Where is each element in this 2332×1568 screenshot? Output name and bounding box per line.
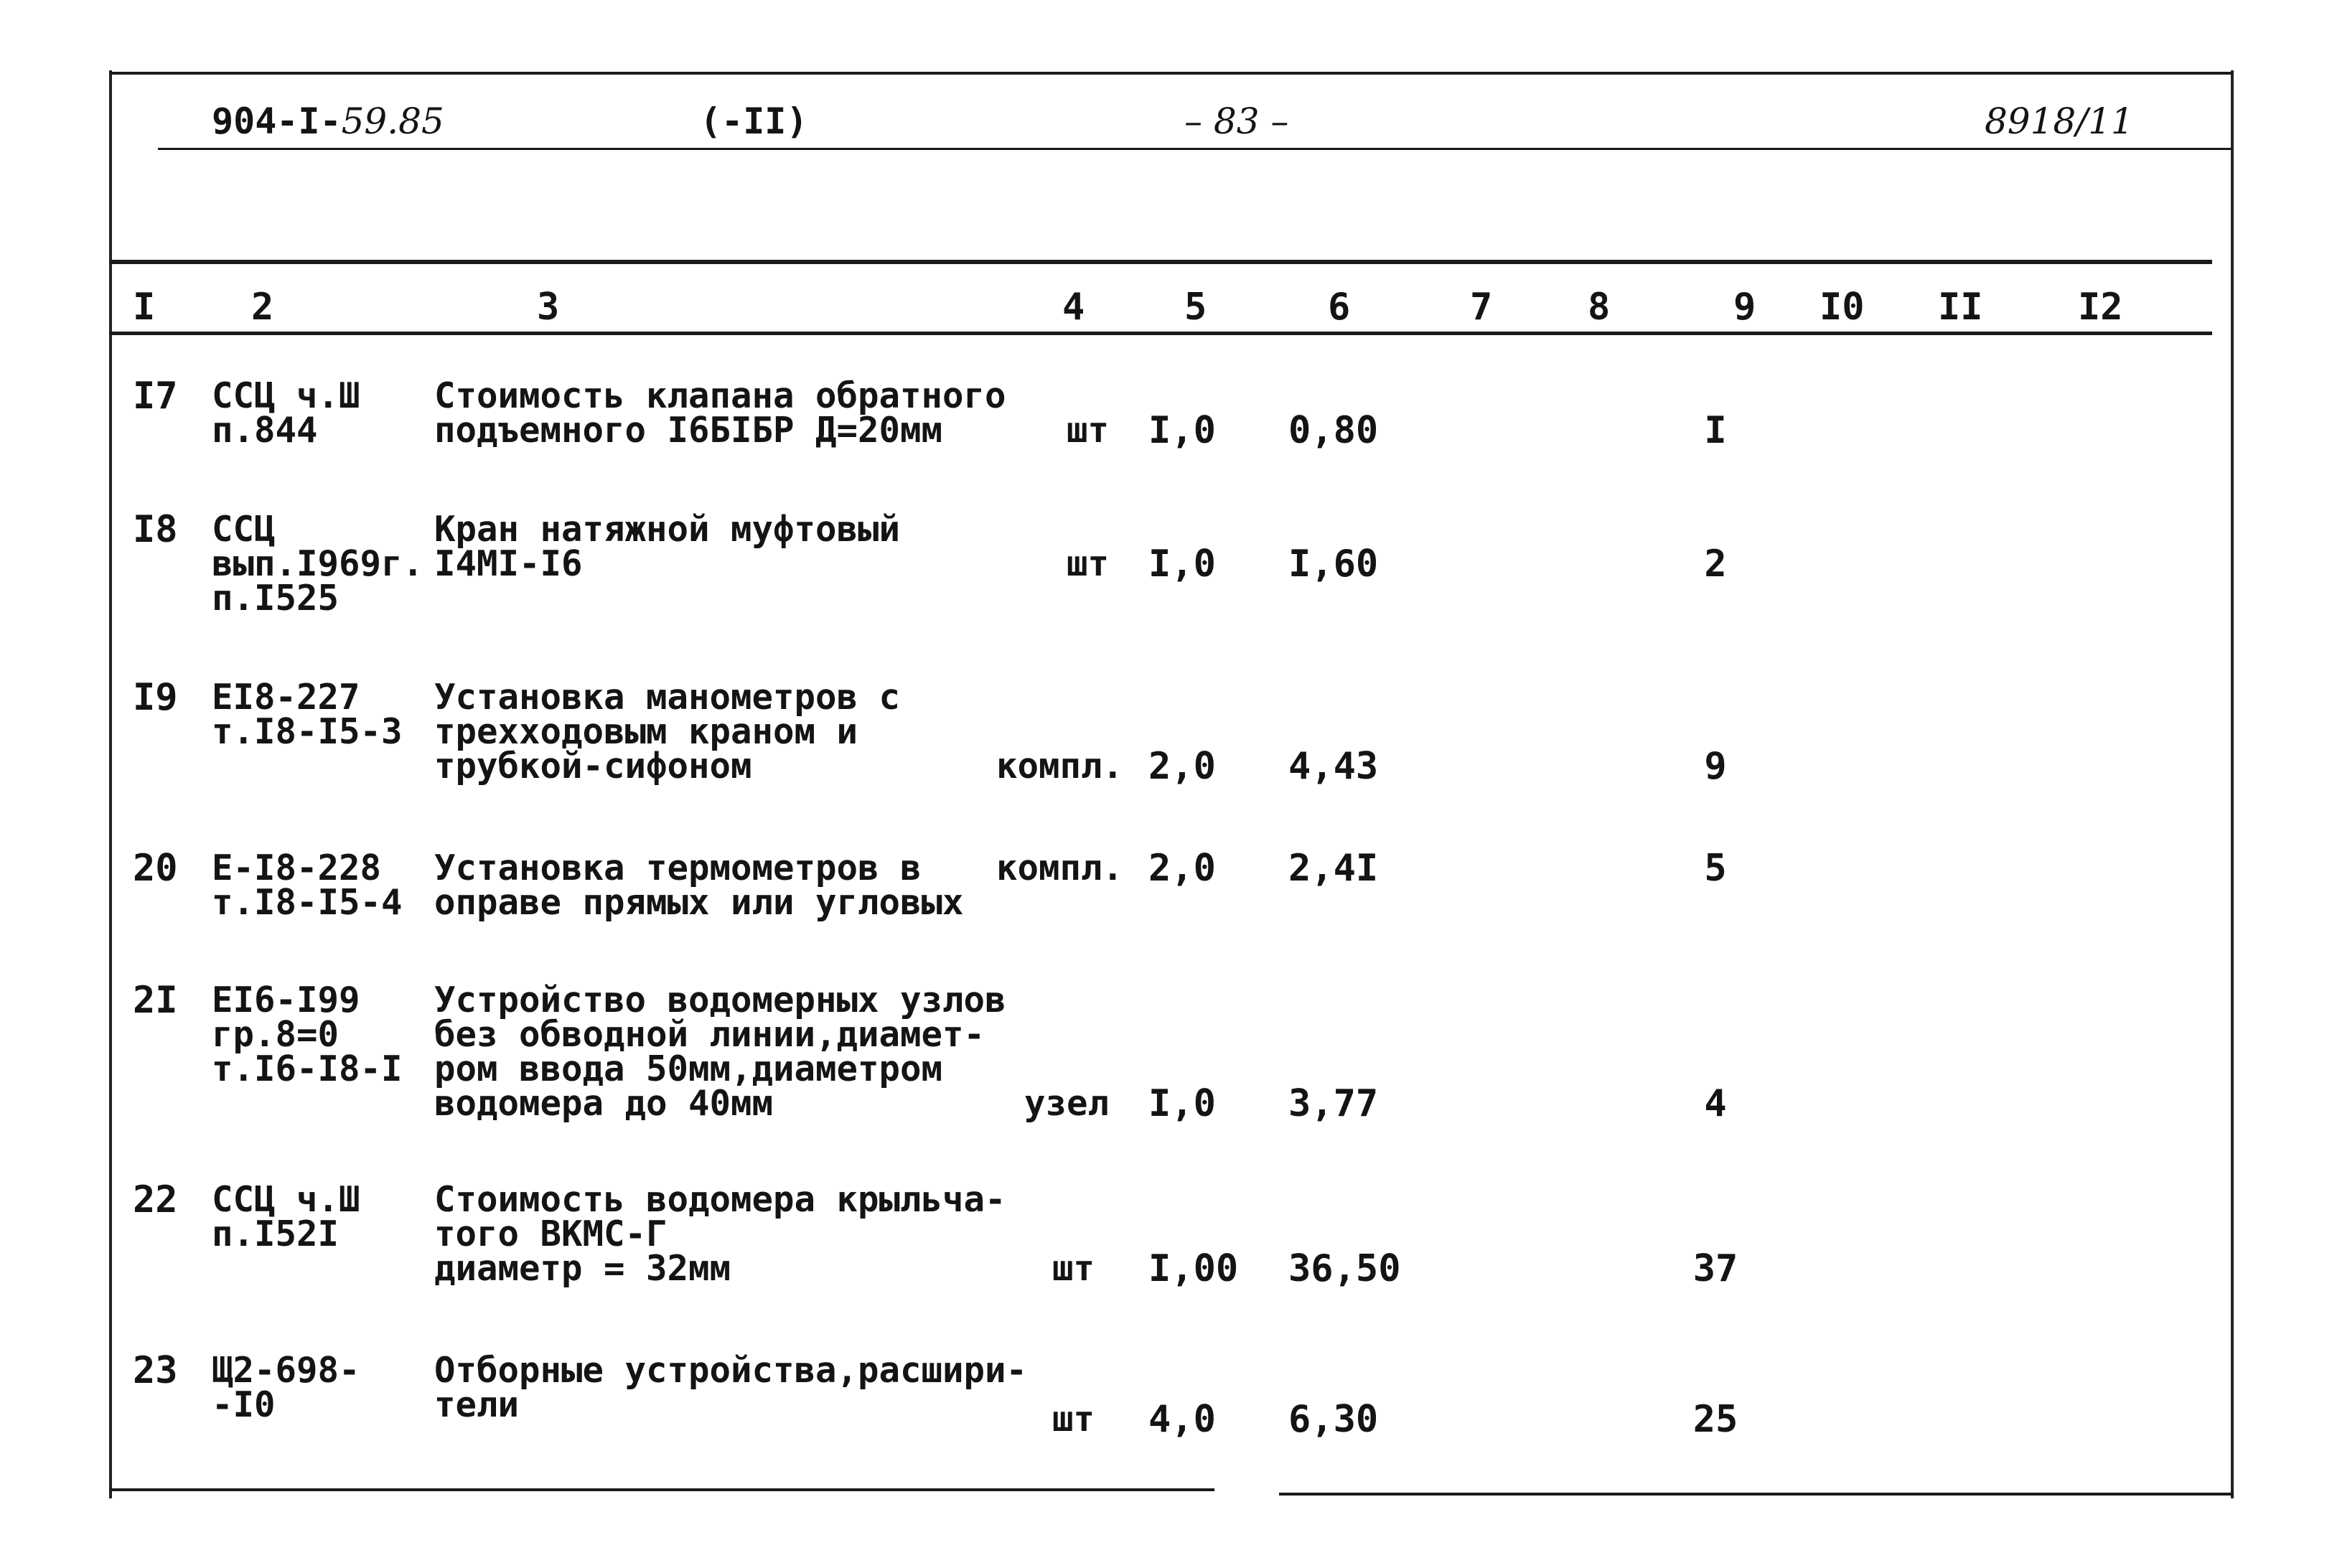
sheet-number xyxy=(1985,100,2134,142)
series-suffix: 59.85 xyxy=(341,100,444,142)
unit-of-measure: компл. xyxy=(996,848,1123,888)
column-number: 8 xyxy=(1588,286,1611,329)
sheet-number-text: 8918/11 xyxy=(1985,100,2134,142)
column-number: 3 xyxy=(537,286,560,329)
rate-code: ССЦ ч.Ш п.844 xyxy=(212,375,360,451)
total-cost: 4 xyxy=(1704,1082,1727,1125)
unit-of-measure: шт xyxy=(1066,543,1109,584)
item-description: Стоимость клапана обратного подъемного I6БIБР Д=20мм xyxy=(434,375,1006,451)
quantity: 4,0 xyxy=(1148,1398,1216,1441)
total-cost: I xyxy=(1704,409,1727,452)
bottom-rule-right xyxy=(1279,1493,2234,1496)
rate-code: ССЦ ч.Ш п.I52I xyxy=(212,1179,360,1254)
unit-price: 2,4I xyxy=(1288,847,1379,890)
row-number: I7 xyxy=(133,375,178,418)
column-number: 6 xyxy=(1328,286,1351,329)
item-description: Кран натяжной муфтовый I4MI-I6 xyxy=(434,509,901,584)
unit-price: 36,50 xyxy=(1288,1247,1401,1290)
column-number: 9 xyxy=(1733,286,1756,329)
row-number: 2I xyxy=(133,979,178,1022)
total-cost: 37 xyxy=(1692,1247,1738,1290)
column-number: 5 xyxy=(1184,286,1207,329)
unit-of-measure: шт xyxy=(1066,410,1109,451)
quantity: I,00 xyxy=(1148,1247,1239,1290)
item-description: Стоимость водомера крыльча- того ВКМС-Г диаметр = 32мм xyxy=(434,1179,1006,1289)
unit-price: 0,80 xyxy=(1288,409,1379,452)
column-number: 2 xyxy=(251,286,274,329)
column-number: I2 xyxy=(2078,286,2123,329)
quantity: I,0 xyxy=(1148,1082,1216,1125)
top-frame-rule xyxy=(109,72,2234,75)
unit-of-measure: шт xyxy=(1052,1399,1095,1440)
quantity: 2,0 xyxy=(1148,745,1216,788)
column-number: I0 xyxy=(1820,286,1865,329)
quantity: I,0 xyxy=(1148,543,1216,586)
unit-price: 3,77 xyxy=(1288,1082,1379,1125)
total-cost: 9 xyxy=(1704,745,1727,788)
unit-price: I,60 xyxy=(1288,543,1379,586)
column-number: 4 xyxy=(1062,286,1085,329)
page-number: 83 xyxy=(1213,100,1260,142)
unit-of-measure: шт xyxy=(1052,1248,1095,1289)
quantity: I,0 xyxy=(1148,409,1216,452)
page-number-block: – 83 – xyxy=(1184,100,1289,142)
rate-code: EI6-I99 гр.8=0 т.I6-I8-I xyxy=(212,980,403,1089)
document-part: (-II) xyxy=(700,100,808,142)
total-cost: 2 xyxy=(1704,543,1727,586)
row-number: I8 xyxy=(133,508,178,551)
frame-right-border xyxy=(2231,70,2234,1498)
total-cost: 5 xyxy=(1704,847,1727,890)
column-number: II xyxy=(1938,286,1983,329)
item-description: Установка термометров в оправе прямых или угловых xyxy=(434,848,964,923)
rate-code: Щ2-698- -I0 xyxy=(212,1350,360,1425)
quantity: 2,0 xyxy=(1148,847,1216,890)
rate-code: E-I8-228 т.I8-I5-4 xyxy=(212,848,403,923)
item-description: Устройство водомерных узлов без обводной линии,диамет- ром ввода 50мм,диаметром водомера до 40мм xyxy=(434,980,1006,1124)
unit-of-measure: компл. xyxy=(996,746,1123,787)
column-number: 7 xyxy=(1470,286,1493,329)
rate-code: EI8-227 т.I8-I5-3 xyxy=(212,677,403,752)
table-top-rule xyxy=(109,260,2212,264)
total-cost: 25 xyxy=(1692,1398,1738,1441)
bottom-rule-left xyxy=(109,1488,1214,1491)
unit-price: 4,43 xyxy=(1288,745,1379,788)
item-description: Установка манометров с трехходовым краном и трубкой-сифоном xyxy=(434,677,901,787)
row-number: 20 xyxy=(133,847,178,890)
rate-code: ССЦ вып.I969г. п.I525 xyxy=(212,509,424,619)
frame-left-border xyxy=(109,70,112,1498)
row-number: 22 xyxy=(133,1178,178,1221)
column-header-rule xyxy=(109,332,2212,335)
series-code: 904-I- xyxy=(212,100,342,142)
row-number: 23 xyxy=(133,1349,178,1392)
unit-price: 6,30 xyxy=(1288,1398,1379,1441)
row-number: I9 xyxy=(133,676,178,719)
item-description: Отборные устройства,расшири- тели xyxy=(434,1350,1028,1425)
document-series xyxy=(212,100,444,142)
column-number: I xyxy=(133,286,156,329)
header-underline xyxy=(158,148,2232,150)
unit-of-measure: узел xyxy=(1024,1083,1109,1124)
